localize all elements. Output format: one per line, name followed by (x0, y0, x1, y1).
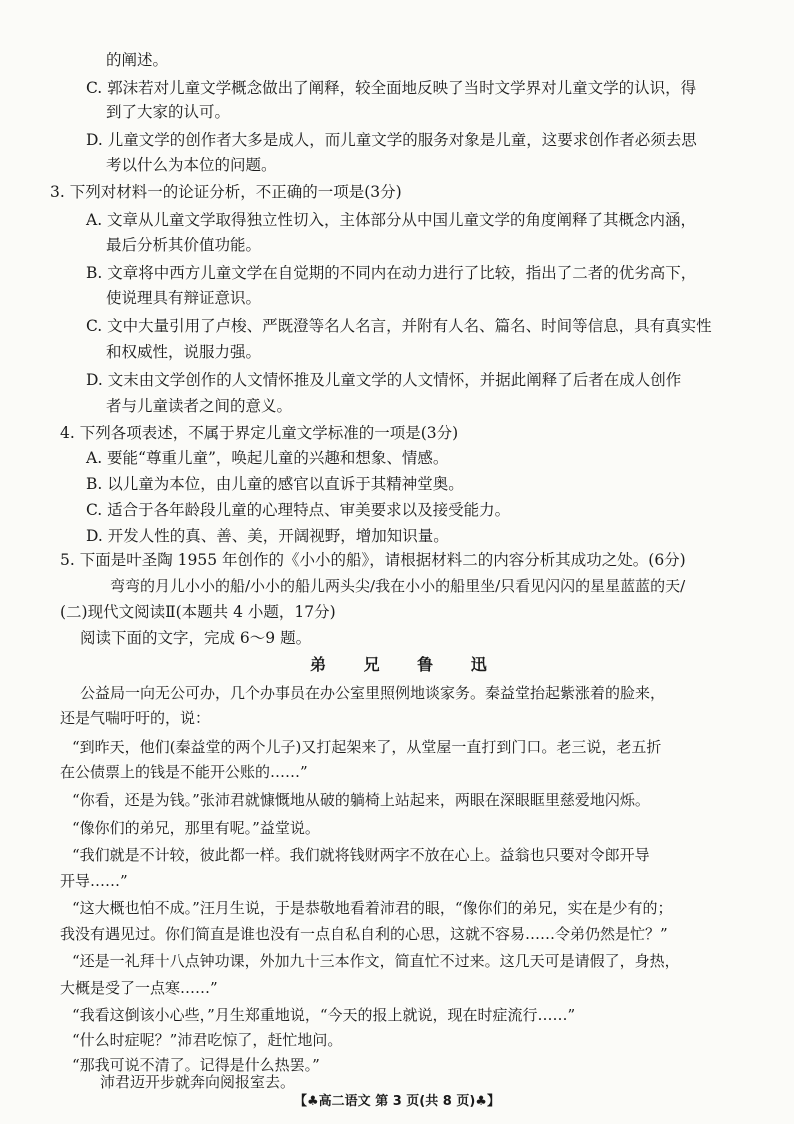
text-line: 的阐述。 (106, 51, 169, 69)
text-line: 使说理具有辩证意识。 (106, 289, 262, 307)
page-footer: 【♣高二语文 第 3 页(共 8 页)♣】 (294, 1094, 500, 1109)
story-title: 弟 兄 鲁 迅 (310, 655, 503, 674)
text-line: 到了大家的认可。 (106, 103, 231, 121)
story-line: 公益局一向无公可办，几个办事员在办公室里照例地谈家务。秦益堂抬起紫涨着的脸来， (80, 684, 666, 702)
story-line: 在公债票上的钱是不能开公账的……” (60, 763, 308, 781)
section-heading: (二)现代文阅读Ⅱ(本题共 4 小题，17分) (60, 603, 336, 621)
option-c-line: C. 郭沫若对儿童文学概念做出了阐释，较全面地反映了当时文学界对儿童文学的认识，得 (86, 79, 697, 97)
story-line: 开导……” (60, 872, 128, 890)
option-b-line: B. 文章将中西方儿童文学在自觉期的不同内在动力进行了比较，指出了二者的优劣高下， (86, 264, 697, 282)
option-d-line: D. 文末由文学创作的人文情怀推及儿童文学的人文情怀，并据此阐释了后者在成人创作 (86, 371, 682, 389)
story-line: “我们就是不计较，彼此都一样。我们就将钱财两字不放在心上。益翁也只要对令郎开导 (72, 846, 650, 864)
question-3: 3. 下列对材料一的论证分析，不正确的一项是(3分) (50, 183, 402, 201)
story-line: “那我可说不清了。记得是什么热罢。” (72, 1056, 320, 1074)
option-a-line: A. 要能“尊重儿童”，唤起儿童的兴趣和想象、情感。 (86, 449, 449, 467)
text-line: 者与儿童读者之间的意义。 (106, 397, 293, 415)
question-5: 5. 下面是叶圣陶 1955 年创作的《小小的船》，请根据材料二的内容分析其成功之处。(6分) (60, 551, 686, 569)
text-line: 和权威性，说服力强。 (106, 343, 262, 361)
option-a-line: A. 文章从儿童文学取得独立性切入，主体部分从中国儿童文学的角度阐释了其概念内涵， (86, 211, 697, 229)
story-line: 大概是受了一点寒……” (60, 979, 218, 997)
text-line: 考以什么为本位的问题。 (106, 156, 277, 174)
option-d-line: D. 开发人性的真、善、美，开阔视野，增加知识量。 (86, 527, 449, 545)
story-line: “像你们的弟兄，那里有呢。”益堂说。 (72, 819, 320, 837)
story-line: 还是气喘吁吁的，说： (60, 709, 211, 727)
story-line: “到昨天，他们(秦益堂的两个儿子)又打起架来了，从堂屋一直打到门口。老三说，老五折 (72, 738, 662, 756)
story-line: “还是一礼拜十八点钟功课，外加九十三本作文，简直忙不过来。这几天可是请假了，身热， (72, 952, 680, 970)
question-4: 4. 下列各项表述，不属于界定儿童文学标准的一项是(3分) (60, 424, 459, 442)
text-line: 最后分析其价值功能。 (106, 236, 262, 254)
option-d-line: D. 儿童文学的创作者大多是成人，而儿童文学的服务对象是儿童，这要求创作者必须去思 (86, 131, 697, 149)
instruction-line: 阅读下面的文字，完成 6～9 题。 (80, 629, 312, 647)
story-line: 沛君迈开步就奔向阅报室去。 (100, 1073, 296, 1091)
option-c-line: C. 文中大量引用了卢梭、严既澄等名人名言，并附有人名、篇名、时间等信息，具有真实性 (86, 317, 712, 335)
story-line: 我没有遇见过。你们简直是谁也没有一点自私自利的心思，这就不容易……令弟仍然是忙？” (60, 925, 668, 943)
story-line: “这大概也怕不成。”汪月生说，于是恭敬地看着沛君的眼，“像你们的弟兄，实在是少有的； (72, 899, 673, 917)
poem-line: 弯弯的月儿小小的船/小小的船儿两头尖/我在小小的船里坐/只看见闪闪的星星蓝蓝的天/ (110, 577, 686, 595)
story-line: “我看这倒该小心些，”月生郑重地说，“今天的报上就说，现在时症流行……” (72, 1006, 576, 1024)
option-c-line: C. 适合于各年龄段儿童的心理特点、审美要求以及接受能力。 (86, 501, 511, 519)
story-line: “什么时症呢？”沛君吃惊了，赶忙地问。 (72, 1031, 343, 1049)
option-b-line: B. 以儿童为本位，由儿童的感官以直诉于其精神堂奥。 (86, 475, 464, 493)
story-line: “你看，还是为钱。”张沛君就慷慨地从破的躺椅上站起来，两眼在深眼眶里慈爱地闪烁。 (72, 791, 650, 809)
